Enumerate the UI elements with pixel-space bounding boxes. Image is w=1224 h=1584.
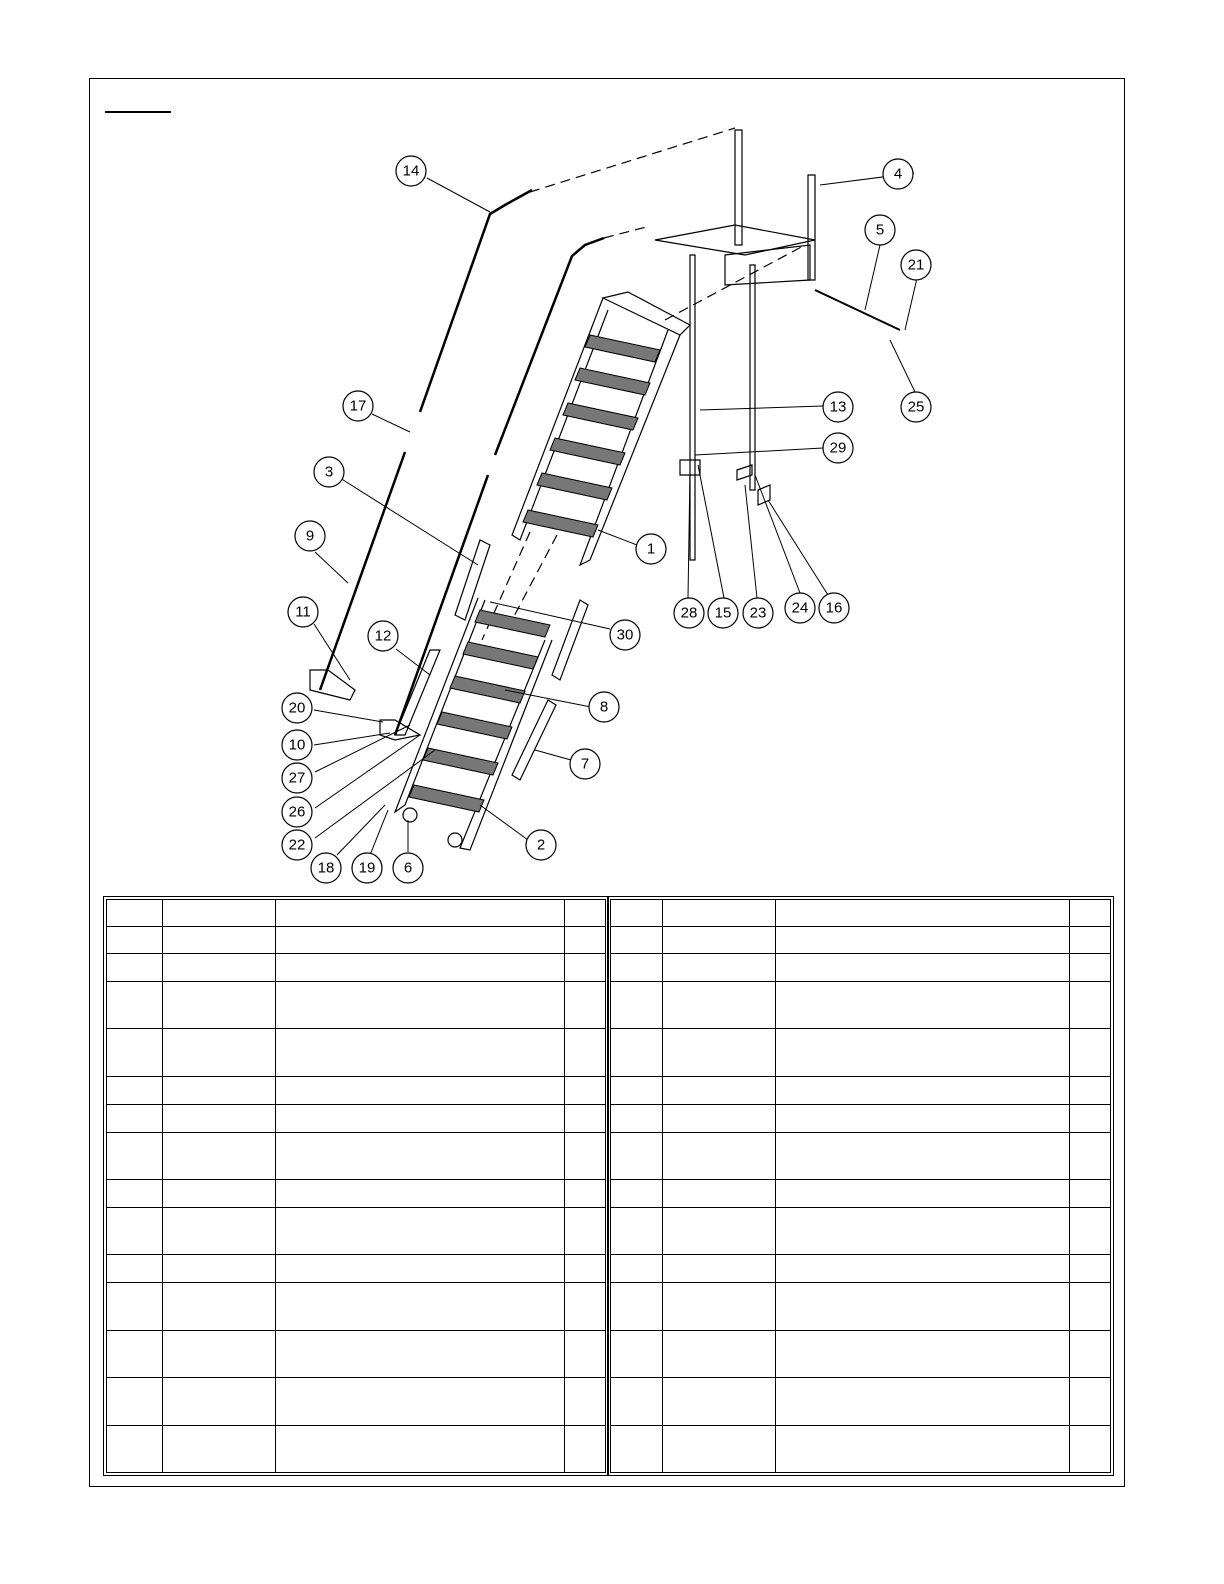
base-foot-11: [310, 670, 355, 700]
callout-label: 16: [825, 599, 843, 617]
callout-5: [865, 215, 895, 245]
callout-label: 29: [829, 439, 847, 457]
table-cell: [776, 1208, 1070, 1255]
callout-27: [282, 763, 312, 793]
table-cell: [663, 1283, 776, 1330]
table-cell: [663, 1255, 776, 1283]
callout-18: [311, 853, 341, 883]
table-cell: [1070, 900, 1111, 927]
table-row: [611, 1255, 1111, 1283]
table-cell: [163, 1132, 276, 1179]
wheel-6-left: [403, 808, 417, 822]
callout-label: 13: [829, 398, 847, 416]
table-row: [611, 1378, 1111, 1425]
table-cell: [276, 1208, 565, 1255]
table-cell: [163, 1255, 276, 1283]
callout-28: [674, 598, 704, 628]
table-cell: [611, 1378, 663, 1425]
table-cell: [107, 953, 163, 981]
callout-label: 8: [599, 698, 609, 716]
table-cell: [663, 1180, 776, 1208]
table-cell: [1070, 1283, 1111, 1330]
table-row: [611, 1029, 1111, 1076]
table-cell: [1070, 1378, 1111, 1425]
callout-label: 30: [616, 626, 634, 644]
table-cell: [776, 1180, 1070, 1208]
table-cell: [1070, 926, 1111, 953]
table-cell: [163, 981, 276, 1028]
table-cell: [565, 1076, 606, 1104]
table-cell: [107, 1208, 163, 1255]
table-cell: [565, 1425, 606, 1472]
table-cell: [276, 900, 565, 927]
upright-post-right: [808, 175, 815, 280]
lower-stringer-right: [460, 640, 552, 850]
table-row: [107, 981, 606, 1028]
callout-16: [819, 593, 849, 623]
table-cell: [611, 1132, 663, 1179]
table-cell: [276, 1029, 565, 1076]
table-cell: [663, 1208, 776, 1255]
table-cell: [565, 1104, 606, 1132]
table-cell: [776, 900, 1070, 927]
table-cell: [611, 900, 663, 927]
callout-26: [282, 797, 312, 827]
table-cell: [611, 1330, 663, 1377]
callout-label: 28: [680, 604, 698, 622]
table-row: [611, 1076, 1111, 1104]
table-cell: [663, 1104, 776, 1132]
callout-label: 23: [749, 604, 767, 622]
callout-label: 9: [305, 527, 315, 545]
table-cell: [565, 1378, 606, 1425]
handrail-lower-right: [395, 475, 488, 735]
side-bracket-7: [512, 700, 556, 780]
table-cell: [163, 1104, 276, 1132]
table-cell: [776, 926, 1070, 953]
callout-label: 17: [349, 397, 367, 415]
table-row: [107, 1330, 606, 1377]
table-cell: [776, 1255, 1070, 1283]
table-cell: [565, 953, 606, 981]
table-cell: [107, 1283, 163, 1330]
table-cell: [107, 1104, 163, 1132]
table-row: [611, 981, 1111, 1028]
table-cell: [1070, 1076, 1111, 1104]
table-row: [107, 1283, 606, 1330]
callout-label: 7: [580, 755, 590, 773]
table-cell: [611, 1283, 663, 1330]
table-cell: [276, 1132, 565, 1179]
table-cell: [565, 1283, 606, 1330]
table-cell: [276, 1104, 565, 1132]
table-cell: [565, 1208, 606, 1255]
table-cell: [1070, 1208, 1111, 1255]
table-cell: [776, 1104, 1070, 1132]
parts-table-left: [103, 896, 609, 1476]
table-cell: [276, 1378, 565, 1425]
table-cell: [276, 1330, 565, 1377]
table-cell: [663, 926, 776, 953]
table-cell: [611, 1029, 663, 1076]
table-row: [611, 1330, 1111, 1377]
table-cell: [163, 900, 276, 927]
table-cell: [611, 1208, 663, 1255]
table-cell: [565, 926, 606, 953]
table-cell: [107, 926, 163, 953]
projection-line: [530, 128, 735, 192]
table-cell: [276, 981, 565, 1028]
callout-label: 20: [288, 699, 306, 717]
callout-label: 15: [714, 604, 732, 622]
table-cell: [776, 953, 1070, 981]
callout-29: [823, 433, 853, 463]
table-row: [107, 1104, 606, 1132]
callout-label: 19: [358, 859, 376, 877]
parts-table-right: [607, 896, 1114, 1476]
side-bracket-12: [395, 650, 440, 735]
table-cell: [1070, 953, 1111, 981]
callout-6: [393, 853, 423, 883]
callout-label: 14: [402, 162, 420, 180]
table-cell: [163, 1378, 276, 1425]
table-row: [107, 1076, 606, 1104]
table-cell: [611, 953, 663, 981]
callout-14: [396, 156, 426, 186]
callout-label: 27: [288, 769, 306, 787]
table-cell: [276, 1076, 565, 1104]
callout-label: 2: [536, 836, 546, 854]
callout-label: 24: [791, 599, 809, 617]
callout-20: [282, 693, 312, 723]
callout-label: 4: [893, 165, 903, 183]
projection-line: [665, 245, 805, 320]
table-cell: [663, 1378, 776, 1425]
table-cell: [107, 1255, 163, 1283]
callout-label: 12: [374, 627, 392, 645]
table-cell: [163, 1180, 276, 1208]
table-cell: [611, 981, 663, 1028]
callout-label: 18: [317, 859, 335, 877]
upright-post-left: [735, 130, 742, 245]
rail-5: [815, 290, 900, 330]
table-cell: [663, 1076, 776, 1104]
table-cell: [107, 1425, 163, 1472]
callout-11: [288, 597, 318, 627]
table-row: [611, 1208, 1111, 1255]
callout-23: [743, 598, 773, 628]
callout-label: 1: [646, 540, 656, 558]
table-cell: [163, 1076, 276, 1104]
handrail-lower-left: [320, 452, 405, 690]
callout-21: [901, 250, 931, 280]
table-row: [107, 1180, 606, 1208]
table-cell: [107, 1132, 163, 1179]
table-row: [107, 953, 606, 981]
handrail-upper-left: [420, 190, 532, 412]
table-cell: [163, 1330, 276, 1377]
table-cell: [276, 1425, 565, 1472]
table-cell: [611, 1076, 663, 1104]
callout-15: [708, 598, 738, 628]
callout-2: [526, 830, 556, 860]
projection-line: [512, 535, 557, 620]
table-cell: [565, 1255, 606, 1283]
table-cell: [1070, 1255, 1111, 1283]
callout-24: [785, 593, 815, 623]
table-cell: [663, 1029, 776, 1076]
table-cell: [776, 1283, 1070, 1330]
projection-line: [604, 226, 650, 238]
table-cell: [163, 1283, 276, 1330]
table-cell: [663, 1330, 776, 1377]
table-cell: [776, 1330, 1070, 1377]
table-cell: [565, 1029, 606, 1076]
support-leg-13-left: [690, 255, 695, 560]
callout-22: [282, 830, 312, 860]
callout-label: 11: [295, 603, 311, 621]
table-cell: [107, 1029, 163, 1076]
table-cell: [107, 1076, 163, 1104]
callout-3: [314, 457, 344, 487]
table-cell: [565, 1132, 606, 1179]
table-cell: [1070, 1425, 1111, 1472]
table-cell: [1070, 1180, 1111, 1208]
table-cell: [776, 1076, 1070, 1104]
table-cell: [663, 981, 776, 1028]
table-cell: [276, 1283, 565, 1330]
callout-label: 25: [907, 398, 925, 416]
table-cell: [107, 981, 163, 1028]
callout-12: [368, 621, 398, 651]
table-cell: [1070, 1330, 1111, 1377]
table-cell: [663, 1132, 776, 1179]
table-cell: [776, 1132, 1070, 1179]
table-cell: [565, 1180, 606, 1208]
callout-13: [823, 392, 853, 422]
table-cell: [163, 1425, 276, 1472]
callout-1: [636, 534, 666, 564]
table-row: [107, 1425, 606, 1472]
table-row: [107, 1208, 606, 1255]
table-row: [107, 1132, 606, 1179]
wheel-6-right: [448, 833, 462, 847]
table-cell: [663, 953, 776, 981]
table-row: [611, 900, 1111, 927]
table-cell: [611, 1255, 663, 1283]
splice-plate-30: [552, 600, 588, 680]
table-row: [611, 1104, 1111, 1132]
table-cell: [565, 1330, 606, 1377]
callout-4: [883, 159, 913, 189]
table-cell: [107, 1330, 163, 1377]
table-cell: [611, 1425, 663, 1472]
callout-label: 3: [324, 463, 334, 481]
table-cell: [107, 1180, 163, 1208]
table-cell: [276, 953, 565, 981]
callout-10: [282, 730, 312, 760]
callout-label: 6: [403, 859, 413, 877]
table-cell: [163, 926, 276, 953]
parts-table: [106, 899, 606, 1473]
table-cell: [1070, 1104, 1111, 1132]
table-cell: [776, 1378, 1070, 1425]
table-row: [107, 900, 606, 927]
table-cell: [663, 1425, 776, 1472]
table-row: [611, 1180, 1111, 1208]
table-cell: [1070, 1132, 1111, 1179]
callout-25: [901, 392, 931, 422]
callout-label: 22: [288, 836, 306, 854]
table-cell: [611, 1180, 663, 1208]
callout-7: [570, 749, 600, 779]
callout-9: [295, 521, 325, 551]
table-cell: [611, 1104, 663, 1132]
callout-label: 26: [288, 803, 306, 821]
callout-17: [343, 391, 373, 421]
table-row: [611, 926, 1111, 953]
table-cell: [276, 1255, 565, 1283]
table-cell: [565, 981, 606, 1028]
table-cell: [276, 926, 565, 953]
table-row: [107, 1378, 606, 1425]
table-cell: [1070, 1029, 1111, 1076]
callout-label: 5: [875, 221, 885, 239]
table-cell: [107, 900, 163, 927]
support-leg-13-right: [750, 265, 755, 490]
table-cell: [276, 1180, 565, 1208]
table-row: [107, 926, 606, 953]
callout-8: [589, 692, 619, 722]
table-cell: [776, 981, 1070, 1028]
table-row: [611, 1425, 1111, 1472]
table-cell: [107, 1378, 163, 1425]
table-cell: [776, 1029, 1070, 1076]
table-cell: [611, 926, 663, 953]
callout-label: 10: [288, 736, 306, 754]
table-row: [611, 1283, 1111, 1330]
lower-stringer-left: [395, 598, 485, 812]
table-cell: [163, 1029, 276, 1076]
table-row: [107, 1255, 606, 1283]
top-landing-plate: [603, 292, 690, 335]
table-cell: [776, 1425, 1070, 1472]
table-cell: [565, 900, 606, 927]
table-cell: [1070, 981, 1111, 1028]
table-cell: [163, 953, 276, 981]
table-cell: [663, 900, 776, 927]
callout-19: [352, 853, 382, 883]
table-row: [107, 1029, 606, 1076]
table-row: [611, 953, 1111, 981]
callout-label: 21: [907, 256, 925, 274]
table-cell: [163, 1208, 276, 1255]
callout-30: [610, 620, 640, 650]
table-row: [611, 1132, 1111, 1179]
parts-table: [610, 899, 1111, 1473]
